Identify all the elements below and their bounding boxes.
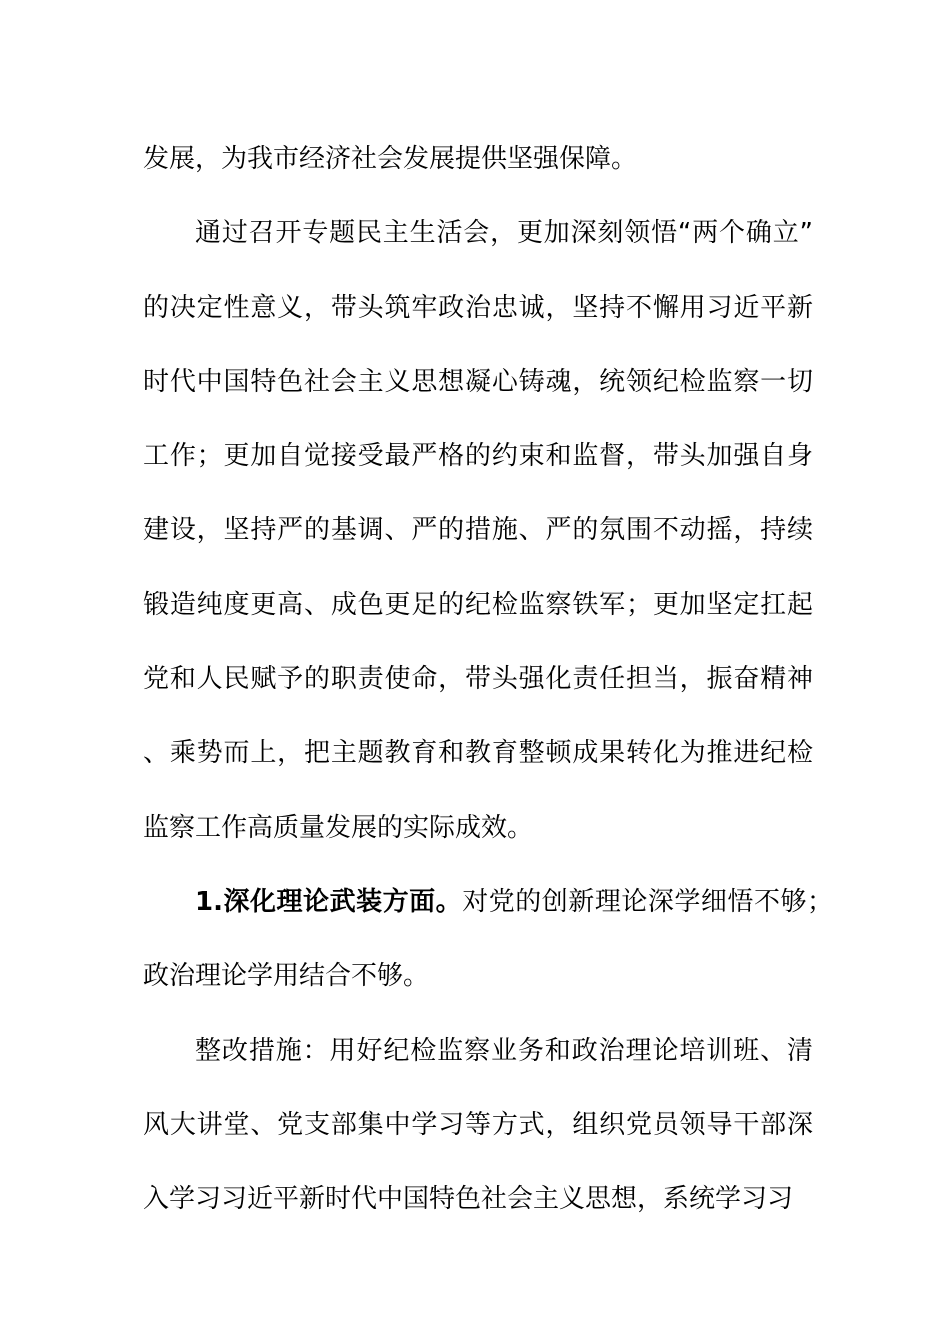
paragraph-summary: 通过召开专题民主生活会，更加深刻领悟“两个确立”的决定性意义，带头筑牢政治忠诚，坚持不懈用习近平新时代中国特色社会主义思想凝心铸魂，统领纪检监察一切工作；更加自觉接受最严格的约束和监督，带头加强自身建设，坚持严的基调、严的措施、严的氛围不动摇，持续锻造纯度更高、成色更足的纪检监察铁军；更加坚定扛起党和人民赋予的职责使命，带头强化责任担当，振奋精神、乘势而上，把主题教育和教育整顿成果转化为推进纪检监察工作高质量发展的实际成效。 <box>143 218 813 843</box>
document-body <box>143 122 833 1236</box>
paragraph-continuation: 发展，为我市经济社会发展提供坚强保障。 <box>143 144 638 174</box>
paragraph-section-1 <box>143 865 833 1014</box>
section-heading-lead: 1.深化理论武装方面。 <box>195 886 463 917</box>
paragraph-rectification-measures: 整改措施：用好纪检监察业务和政治理论培训班、清风大讲堂、党支部集中学习等方式，组织党员领导干部深入学习习近平新时代中国特色社会主义思想，系统学习习 <box>143 1035 813 1215</box>
section-problem-text: 对党的创新理论深学细悟不够；政治理论学用结合不够。 <box>143 886 833 992</box>
